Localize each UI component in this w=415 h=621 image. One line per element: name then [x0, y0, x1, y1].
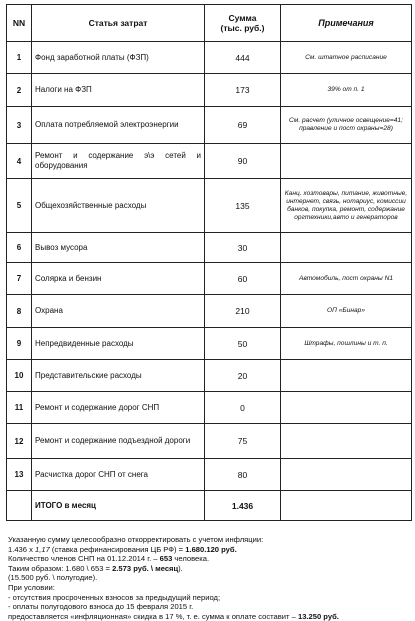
row-number: 1 [7, 42, 32, 74]
total-sum: 1.436 [205, 491, 281, 521]
row-note [281, 144, 412, 179]
table-row [7, 295, 412, 328]
row-item: Расчистка дорог СНП от снега [32, 459, 205, 491]
row-note [281, 459, 412, 491]
row-item: Солярка и бензин [32, 263, 205, 295]
header-sum-line1: Сумма [228, 13, 257, 23]
row-item: Ремонт и содержание подъездной дороги [32, 424, 205, 459]
footer-line-3 [8, 554, 409, 564]
row-note [281, 360, 412, 392]
footer-line-7: - отсутствия просроченных взносов за предыдущий период; [8, 592, 221, 602]
table-row [7, 263, 412, 295]
header-sum-line2: (тыс. руб.) [220, 23, 265, 33]
footer-notes [6, 535, 409, 621]
row-number: 10 [7, 360, 32, 392]
row-number: 12 [7, 424, 32, 459]
row-item: Представительские расходы [32, 360, 205, 392]
table-row [7, 424, 412, 459]
row-note: Штрафы, пошлины и т. п. [281, 328, 412, 360]
row-sum: 444 [205, 42, 281, 74]
footer-l4b: 2.573 руб. \ месяц [112, 563, 179, 573]
row-sum: 75 [205, 424, 281, 459]
table-row [7, 360, 412, 392]
total-label: ИТОГО в месяц [32, 491, 205, 521]
row-sum: 80 [205, 459, 281, 491]
footer-line-2 [8, 545, 409, 555]
row-number: 8 [7, 295, 32, 328]
row-sum: 60 [205, 263, 281, 295]
header-nn: NN [7, 5, 32, 42]
footer-line-5: (15.500 руб. \ полугодие). [8, 573, 98, 583]
row-note [281, 392, 412, 424]
row-sum: 135 [205, 179, 281, 233]
row-sum: 30 [205, 233, 281, 263]
row-sum: 90 [205, 144, 281, 179]
row-note: Канц. хозтовары, питание, животные, интернет, связь, нотариус, комиссии банков, покупка, ремонт, содержание оргтехники,авто и генераторов [281, 179, 412, 233]
row-note: ОП «Бинар» [281, 295, 412, 328]
row-sum: 0 [205, 392, 281, 424]
row-item: Охрана [32, 295, 205, 328]
table-row [7, 107, 412, 144]
row-note [281, 424, 412, 459]
header-sum [205, 5, 281, 42]
row-item: Ремонт и содержание э\э сетей и оборудования [32, 144, 205, 179]
row-number: 4 [7, 144, 32, 179]
expense-table [6, 4, 412, 521]
header-note: Примечания [281, 5, 412, 42]
row-number: 5 [7, 179, 32, 233]
table-row [7, 74, 412, 107]
header-item: Статья затрат [32, 5, 205, 42]
row-item: Непредвиденные расходы [32, 328, 205, 360]
row-sum: 69 [205, 107, 281, 144]
footer-l3c: человека. [172, 554, 210, 564]
row-sum: 210 [205, 295, 281, 328]
total-note [281, 491, 412, 521]
footer-l9a: предоставляется «инфляционная» скидка в 17 %, т. е. сумма к оплате составит – [8, 611, 298, 621]
footer-line-6: При условии: [8, 582, 55, 592]
total-row [7, 491, 412, 521]
footer-l9b: 13.250 руб. [297, 611, 339, 621]
footer-line-4 [8, 564, 409, 574]
footer-line-8: - оплаты полугодового взноса до 15 февраля 2015 г. [8, 602, 194, 612]
footer-l2b: 1,17 [35, 544, 50, 554]
row-item: Оплата потребляемой электроэнергии [32, 107, 205, 144]
row-sum: 20 [205, 360, 281, 392]
row-note: См. штатное расписание [281, 42, 412, 74]
row-item: Фонд заработной платы (ФЗП) [32, 42, 205, 74]
table-row [7, 233, 412, 263]
row-number: 7 [7, 263, 32, 295]
table-row [7, 179, 412, 233]
footer-l2a: 1.436 х [8, 544, 36, 554]
row-note [281, 233, 412, 263]
table-row [7, 328, 412, 360]
table-header-row [7, 5, 412, 42]
row-number: 13 [7, 459, 32, 491]
table-row [7, 392, 412, 424]
footer-l2d: 1.680.120 руб. [185, 544, 237, 554]
footer-l3b: 653 [159, 554, 173, 564]
row-note: 39% от п. 1 [281, 74, 412, 107]
footer-line-1: Указанную сумму целесообразно откорректировать с учетом инфляции: [8, 535, 264, 544]
total-nn [7, 491, 32, 521]
row-note: См. расчет (уличное освещение=41; правление и пост охраны=28) [281, 107, 412, 144]
row-number: 3 [7, 107, 32, 144]
footer-l2c: (ставка рефинансирования ЦБ РФ) = [49, 544, 186, 554]
row-number: 9 [7, 328, 32, 360]
row-note: Автомобиль, пост охраны N1 [281, 263, 412, 295]
row-number: 2 [7, 74, 32, 107]
footer-l4a: Таким образом: 1.680 \ 653 = [8, 563, 113, 573]
table-row [7, 42, 412, 74]
row-number: 6 [7, 233, 32, 263]
footer-l3a: Количество членов СНП на 01.12.2014 г. – [8, 554, 160, 564]
row-sum: 50 [205, 328, 281, 360]
table-row [7, 459, 412, 491]
row-sum: 173 [205, 74, 281, 107]
table-row [7, 144, 412, 179]
row-item: Общехозяйственные расходы [32, 179, 205, 233]
footer-line-9 [8, 612, 409, 621]
row-item: Ремонт и содержание дорог СНП [32, 392, 205, 424]
row-item: Налоги на ФЗП [32, 74, 205, 107]
row-number: 11 [7, 392, 32, 424]
row-item: Вывоз мусора [32, 233, 205, 263]
footer-l4c: ). [178, 563, 183, 573]
